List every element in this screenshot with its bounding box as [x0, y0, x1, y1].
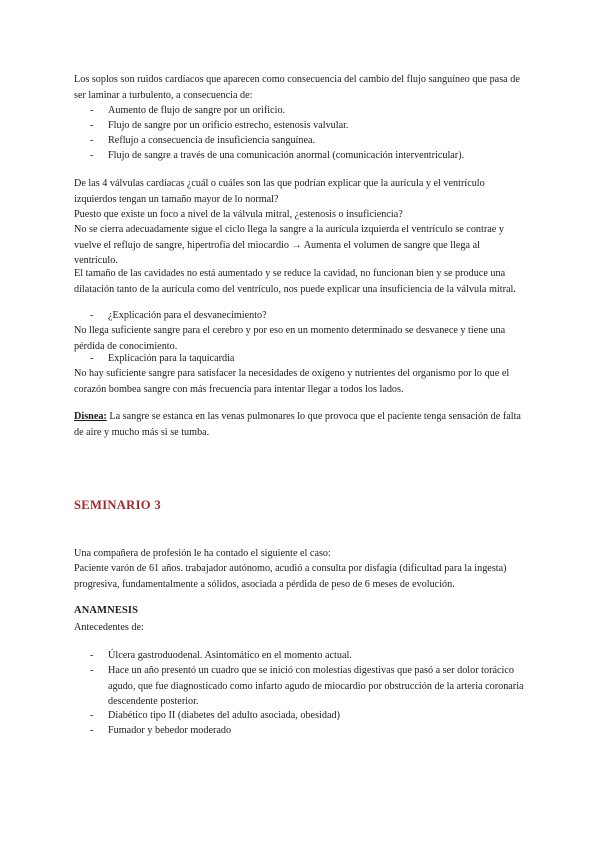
case-paragraph: Paciente varón de 61 años. trabajador autónomo, acudió a consulta por disfagia (dificultad para la ingesta) progresiva, fundamentalmente a sólidos, asociada a pérdida de peso de 6 meses de evolución.: [74, 563, 507, 590]
disnea-paragraph: [74, 409, 526, 440]
soplos-paragraph: Los soplos son ruidos cardíacos que aparecen como consecuencia del cambio del flujo sanguíneo que pasa de ser laminar a turbulento, a consecuencia de:: [74, 74, 520, 101]
answer-fainting: No llega suficiente sangre para el cerebro y por eso en un momento determinado se desvanece y tiene una pérdida de conocimiento.: [74, 325, 506, 352]
question-valves: De las 4 válvulas cardíacas ¿cuál o cuáles son las que podrían explicar que la aurícula y el ventrículo izquierdos tengan un tamaño mayor de lo normal?: [74, 178, 485, 205]
anamnesis-title: ANAMNESIS: [74, 605, 139, 616]
disnea-label: Disnea:: [74, 411, 107, 422]
document-page: Los soplos son ruidos cardíacos que aparecen como consecuencia del cambio del flujo sanguíneo que pasa de ser laminar a turbulento, a consecuencia de: - Aumento de flujo de sangre por un orificio. - Flujo de sangre por un orificio estrecho, estenosis valvular. - Reflujo a consecuencia de insuficiencia sanguínea. - Flujo de sangre a través de una comunicación anormal (comunicación interventricular). De las 4 válvulas cardíacas ¿cuál o cuáles son las que podrían explicar que la aurícula y el ventrículo izquierdos tengan un tamaño mayor de lo normal? Puesto que existe un foco a nivel de la válvula mitral, ¿estenosis o insuficiencia? No se cierra adecuadamente sigue el ciclo llega la sangre a la aurícula izquierda el ventrículo se contrae y vuelve el reflujo de sangre, hipertrofia del miocardio → Aumenta el volumen de sangre que llega al ventrículo. El tamaño de las cavidades no está aumentado y se reduce la cavidad, no funcionan bien y se produce una dilatación tanto de la aurícula como del ventrículo, nos puede explicar una insuficiencia de la válvula mitral. - ¿Explicación para el desvanecimiento? No llega suficiente sangre para el cerebro y por eso en un momento determinado se desvanece y tiene una pérdida de conocimiento. - Explicación para la taquicardia No hay suficiente sangre para satisfacer la necesidades de oxígeno y nutrientes del organismo por lo que el corazón bombea sangre con más frecuencia para intentar llegar a todos los lados. Disnea: La sangre se estanca en las venas pulmonares lo que provoca que el paciente tenga sensación de falta de aire y mucho más si se tumba. SEMINARIO 3 Una compañera de profesión le ha contado el siguiente el caso: Paciente varón de 61 años. trabajador autónomo, acudió a consulta por disfagia (dificultad para la ingesta) progresiva, fundamentalmente a sólidos, asociada a pérdida de peso de 6 meses de evolución. ANAMNESIS Antecedentes de: - Úlcera gastroduodenal. Asintomático en el momento actual. - Hace un año presentó un cuadro que se inició con molestias digestivas que pasó a ser dolor torácico agudo, que fue diagnosticado como infarto agudo de miocardio por obstrucción de la arteria coronaria descendente posterior. - Diabético tipo II (diabetes del adulto asociada, obesidad) - Fumador y bebedor moderado: [0, 0, 600, 848]
answer-cavities: El tamaño de las cavidades no está aumentado y se reduce la cavidad, no funcionan bien y se produce una dilatación tanto de la aurícula como del ventrículo, nos puede explicar una insuficiencia de la válvula mitral.: [74, 268, 516, 295]
answer-mitral: No se cierra adecuadamente sigue el ciclo llega la sangre a la aurícula izquierda el ventrículo se contrae y vuelve el reflujo de sangre, hipertrofia del miocardio → Aumenta el volumen de sangre que llega al ventrículo.: [74, 224, 504, 267]
disnea-text: La sangre se estanca en las venas pulmonares lo que provoca que el paciente tenga sensación de falta de aire y mucho más si se tumba.: [74, 411, 521, 438]
question-mitral: Puesto que existe un foco a nivel de la válvula mitral, ¿estenosis o insuficiencia?: [74, 209, 403, 220]
seminar-title: SEMINARIO 3: [74, 498, 161, 512]
answer-tachycardia: No hay suficiente sangre para satisfacer la necesidades de oxígeno y nutrientes del organismo por lo que el corazón bombea sangre con más frecuencia para intentar llegar a todos los lados.: [74, 368, 510, 395]
seminar-intro: Una compañera de profesión le ha contado el siguiente el caso:: [74, 548, 331, 559]
anamnesis-subtitle: Antecedentes de:: [74, 622, 144, 633]
